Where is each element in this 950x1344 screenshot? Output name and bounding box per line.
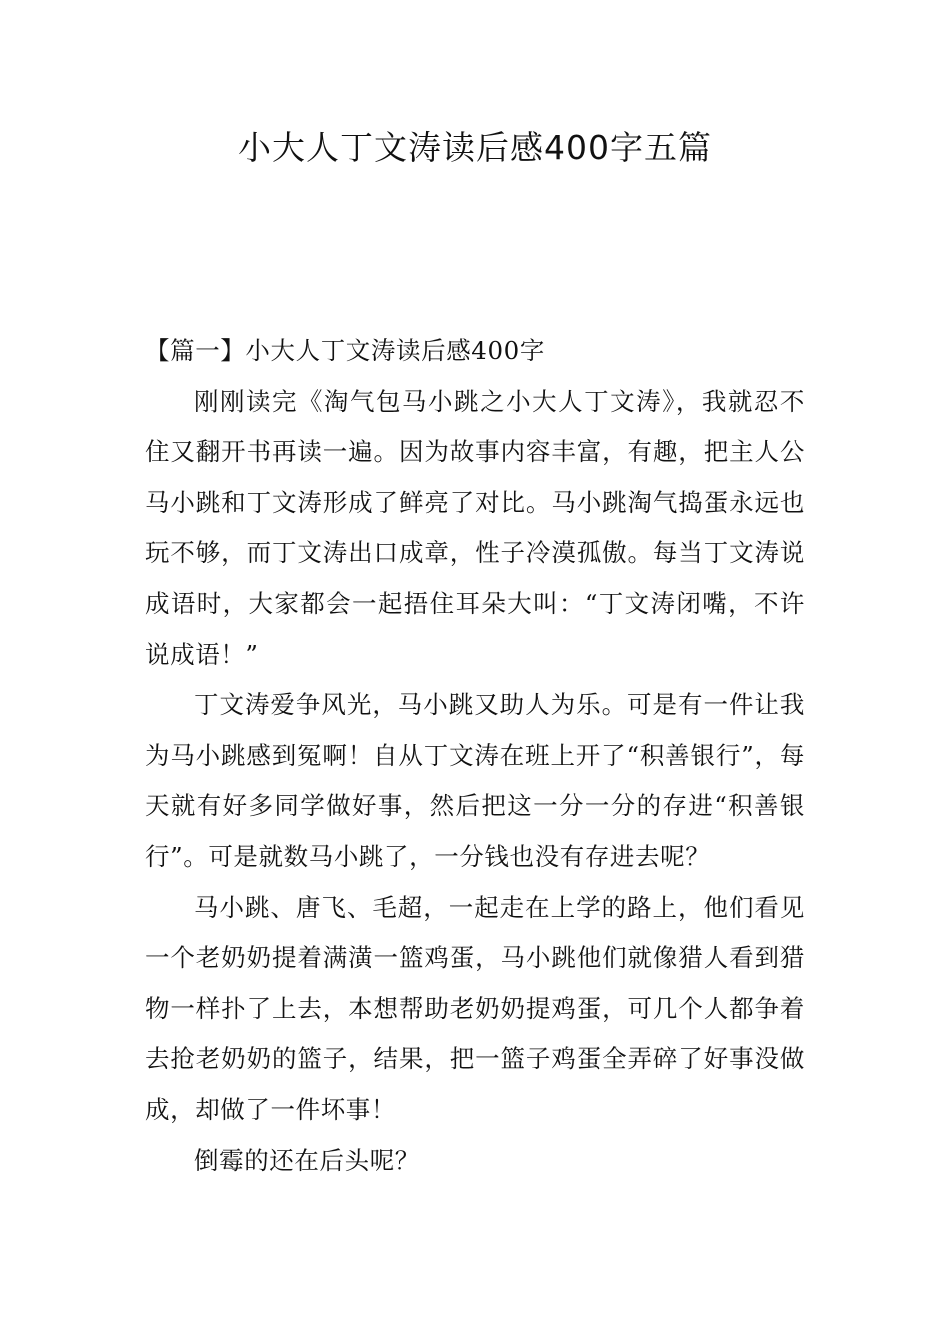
document-title: 小大人丁文涛读后感400字五篇	[238, 128, 712, 167]
paragraph: 刚刚读完《淘气包马小跳之小大人丁文涛》，我就忍不住又翻开书再读一遍。因为故事内容丰富，有趣，把主人公马小跳和丁文涛形成了鲜亮了对比。马小跳淘气捣蛋永远也玩不够，而丁文涛出口成章，性子冷漠孤傲。每当丁文涛说成语时，大家都会一起捂住耳朵大叫：“丁文涛闭嘴，不许说成语！”	[145, 386, 805, 669]
section-heading: 【篇一】小大人丁文涛读后感400字	[145, 336, 545, 365]
paragraph: 马小跳、唐飞、毛超，一起走在上学的路上，他们看见一个老奶奶提着满潢一篮鸡蛋，马小跳他们就像猎人看到猎物一样扑了上去，本想帮助老奶奶提鸡蛋，可几个人都争着去抢老奶奶的篮子，结果，把一篮子鸡蛋全弄碎了好事没做成，却做了一件坏事！	[145, 892, 805, 1124]
document-body	[145, 326, 805, 1186]
paragraph: 倒霉的还在后头呢？	[194, 1145, 420, 1175]
paragraph: 丁文涛爱争风光，马小跳又助人为乐。可是有一件让我为马小跳感到冤啊！自从丁文涛在班上开了“积善银行”，每天就有好多同学做好事，然后把这一分一分的存进“积善银行”。可是就数马小跳了，一分钱也没有存进去呢？	[145, 690, 805, 871]
